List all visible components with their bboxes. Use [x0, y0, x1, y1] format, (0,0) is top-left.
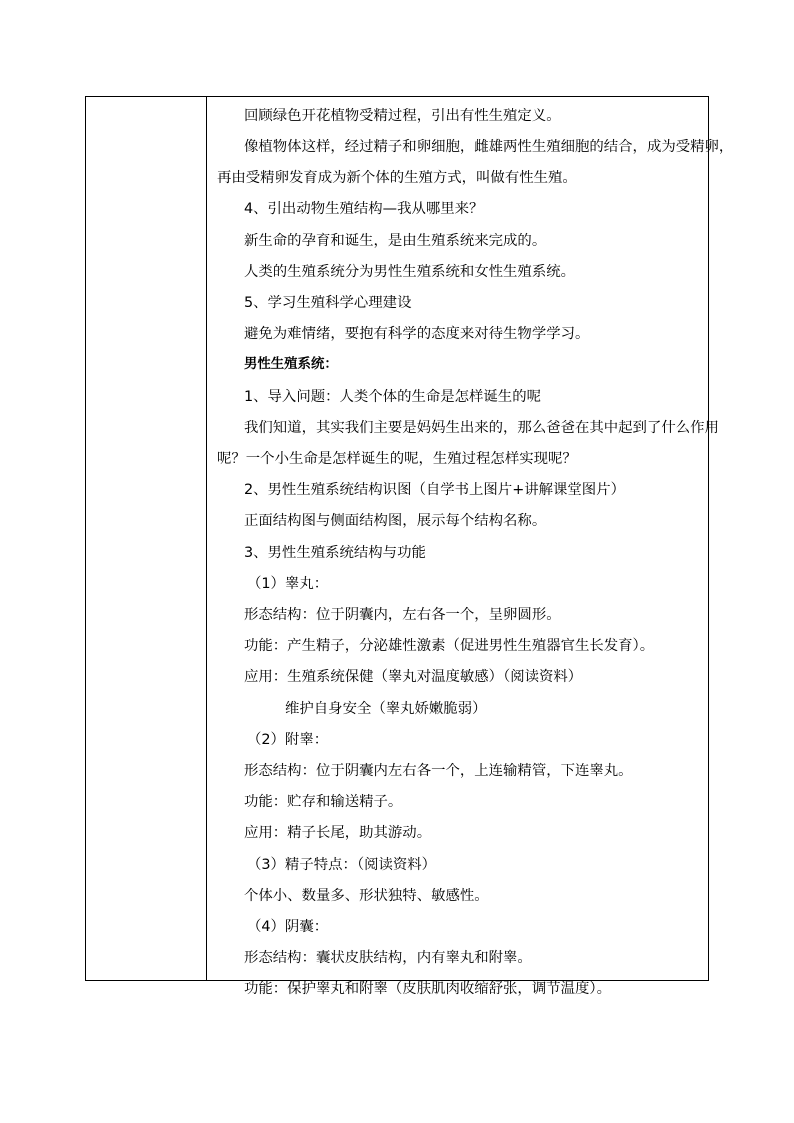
text-line: （2）附睾：	[247, 732, 329, 748]
text-line: 避免为难情绪，要抱有科学的态度来对待生物学学习。	[244, 326, 590, 342]
text-line: 呢？一个小生命是怎样诞生的呢，生殖过程怎样实现呢？	[217, 451, 577, 467]
text-line: 新生命的孕育和诞生，是由生殖系统来完成的。	[244, 233, 547, 249]
text-line: 人类的生殖系统分为男性生殖系统和女性生殖系统。	[244, 264, 575, 280]
text-line: 维护自身安全（睾丸娇嫩脆弱）	[285, 701, 487, 717]
content-cell	[208, 97, 734, 997]
text-line: 形态结构：囊状皮肤结构，内有睾丸和附睾。	[244, 950, 532, 966]
text-line: 形态结构：位于阴囊内，左右各一个，呈卵圆形。	[244, 607, 561, 623]
text-line: 形态结构：位于阴囊内左右各一个，上连输精管，下连睾丸。	[244, 763, 633, 779]
text-line: 2、男性生殖系统结构识图（自学书上图片+讲解课堂图片）	[244, 482, 625, 498]
left-column-cell	[86, 97, 207, 980]
text-line: 我们知道，其实我们主要是妈妈生出来的，那么爸爸在其中起到了什么作用	[244, 420, 719, 436]
text-line: 再由受精卵发育成为新个体的生殖方式，叫做有性生殖。	[217, 170, 577, 186]
text-line: （3）精子特点：（阅读资料）	[247, 857, 437, 873]
text-line: 个体小、数量多、形状独特、敏感性。	[244, 888, 489, 904]
text-line: 像植物体这样，经过精子和卵细胞，雌雄两性生殖细胞的结合，成为受精卵，	[244, 139, 734, 155]
text-line: 功能：产生精子，分泌雄性激素（促进男性生殖器官生长发育）。	[244, 638, 655, 654]
section-heading: 男性生殖系统：	[244, 357, 338, 372]
text-line: 4、引出动物生殖结构—我从哪里来？	[244, 201, 484, 217]
text-line: 5、学习生殖科学心理建设	[244, 295, 412, 311]
text-line: 正面结构图与侧面结构图，展示每个结构名称。	[244, 513, 547, 529]
text-line: 回顾绿色开花植物受精过程，引出有性生殖定义。	[244, 108, 561, 124]
text-line: 1、导入问题：人类个体的生命是怎样诞生的呢	[244, 389, 541, 405]
text-line: （1）睾丸：	[247, 576, 329, 592]
text-line: 应用：精子长尾，助其游动。	[244, 825, 432, 841]
text-line: 应用：生殖系统保健（睾丸对温度敏感）（阅读资料）	[244, 669, 583, 685]
text-line: （4）阴囊：	[247, 919, 329, 935]
text-line: 功能：保护睾丸和附睾（皮肤肌肉收缩舒张，调节温度）。	[244, 981, 611, 997]
text-line: 功能：贮存和输送精子。	[244, 794, 403, 810]
lesson-table	[85, 96, 734, 997]
text-line: 3、男性生殖系统结构与功能	[244, 545, 426, 561]
